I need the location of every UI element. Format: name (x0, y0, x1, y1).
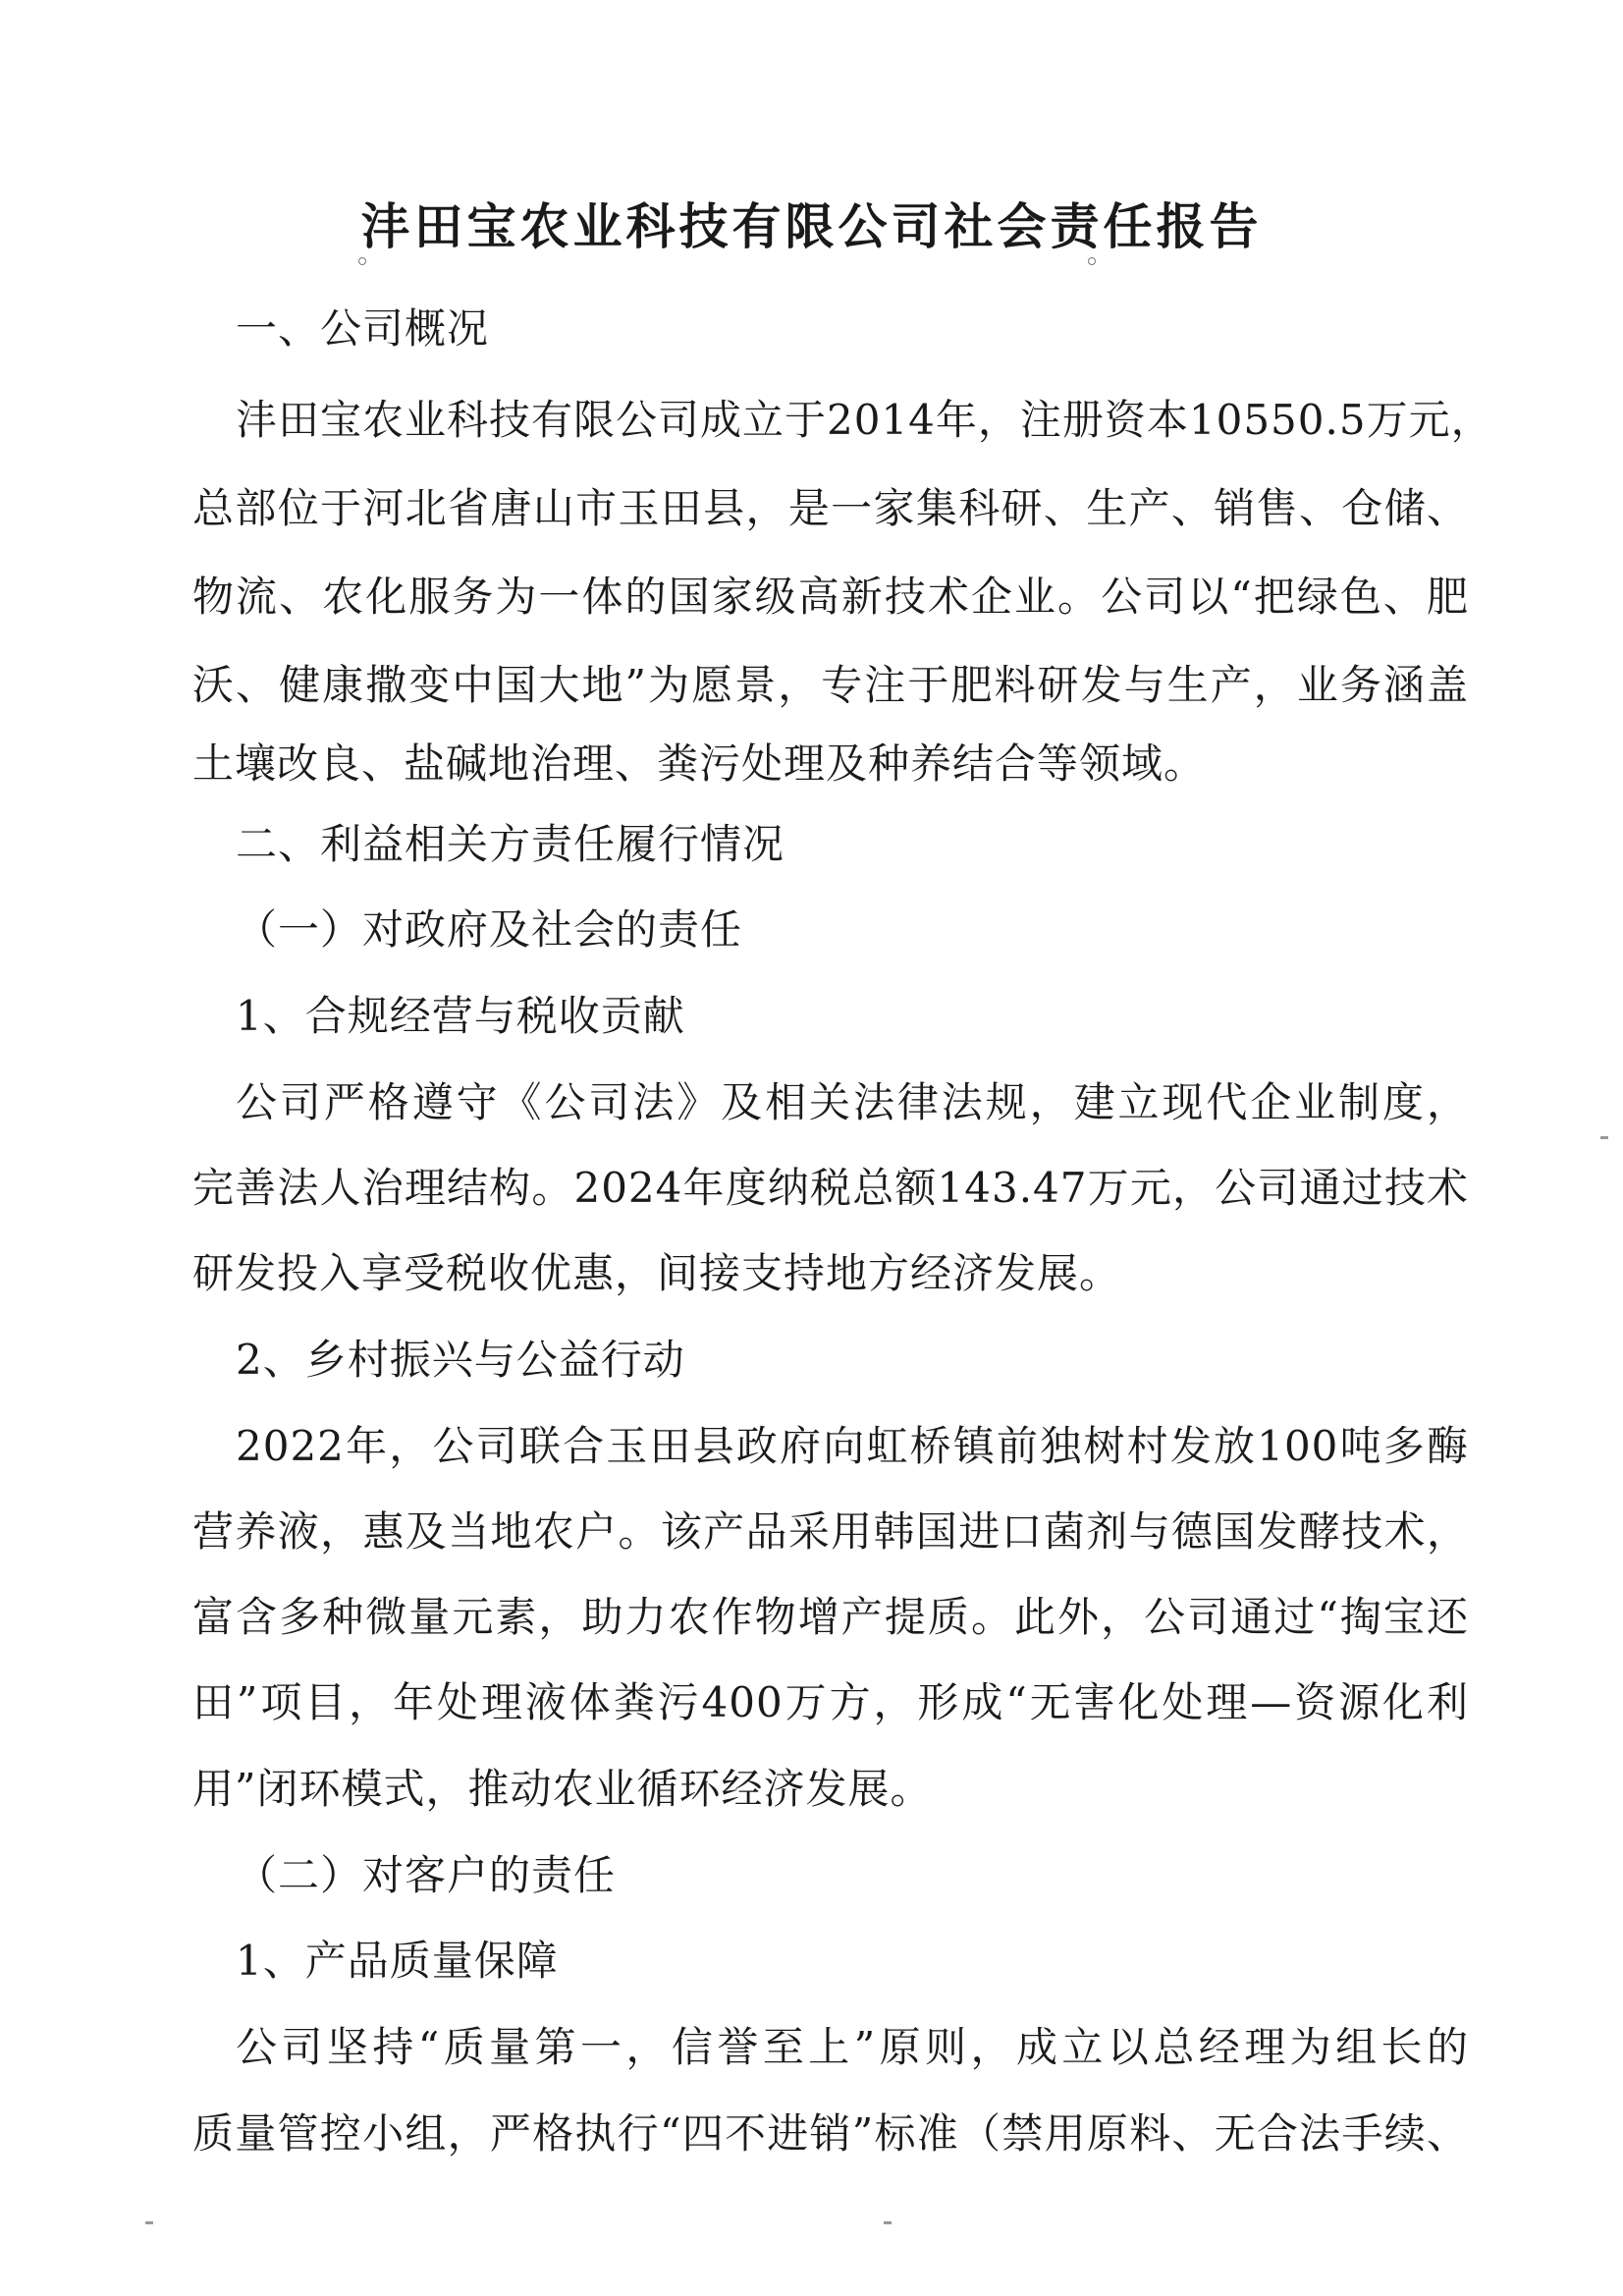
scan-mark (1088, 257, 1096, 265)
paragraph-line: 土壤改良、盐碱地治理、粪污处理及种养结合等领域。 (192, 739, 1207, 788)
item-heading: 1、产品质量保障 (236, 1937, 559, 1985)
paragraph-line: 营养液，惠及当地农户。该产品采用韩国进口菌剂与德国发酵技术， (192, 1507, 1469, 1556)
scan-mark (358, 257, 366, 265)
paragraph-line: 总部位于河北省唐山市玉田县，是一家集科研、生产、销售、仓储、 (192, 484, 1469, 532)
section-heading: 一、公司概况 (236, 304, 490, 353)
scan-mark (884, 2221, 892, 2224)
subsection-heading: （二）对客户的责任 (236, 1851, 617, 1899)
paragraph-line: 质量管控小组，严格执行“四不进销”标准（禁用原料、无合法手续、 (192, 2109, 1469, 2158)
paragraph-line: 完善法人治理结构。2024年度纳税总额143.47万元，公司通过技术 (192, 1164, 1469, 1212)
paragraph-line: 沃、健康撒变中国大地”为愿景，专注于肥料研发与生产，业务涵盖 (192, 661, 1469, 709)
paragraph-line: 物流、农化服务为一体的国家级高新技术企业。公司以“把绿色、肥 (192, 573, 1469, 621)
paragraph-line: 2022年，公司联合玉田县政府向虹桥镇前独树村发放100吨多酶 (236, 1422, 1469, 1470)
scan-mark (1600, 1136, 1608, 1139)
section-heading: 二、利益相关方责任履行情况 (236, 820, 785, 868)
paragraph-line: 公司坚持“质量第一，信誉至上”原则，成立以总经理为组长的 (236, 2023, 1469, 2071)
paragraph-line: 用”闭环模式，推动农业循环经济发展。 (192, 1765, 933, 1813)
paragraph-line: 田”项目，年处理液体粪污400万方，形成“无害化处理—资源化利 (192, 1678, 1469, 1726)
subsection-heading: （一）对政府及社会的责任 (236, 905, 743, 954)
paragraph-line: 研发投入享受税收优惠，间接支持地方经济发展。 (192, 1249, 1122, 1297)
paragraph-line: 富含多种微量元素，助力农作物增产提质。此外，公司通过“掏宝还 (192, 1593, 1469, 1641)
item-heading: 2、乡村振兴与公益行动 (236, 1336, 685, 1384)
paragraph-line: 沣田宝农业科技有限公司成立于2014年，注册资本10550.5万元， (236, 396, 1493, 444)
document-title: 沣田宝农业科技有限公司社会责任报告 (360, 198, 1263, 255)
paragraph-line: 公司严格遵守《公司法》及相关法律法规，建立现代企业制度， (236, 1078, 1469, 1126)
scan-mark (145, 2221, 153, 2224)
item-heading: 1、合规经营与税收贡献 (236, 992, 685, 1040)
